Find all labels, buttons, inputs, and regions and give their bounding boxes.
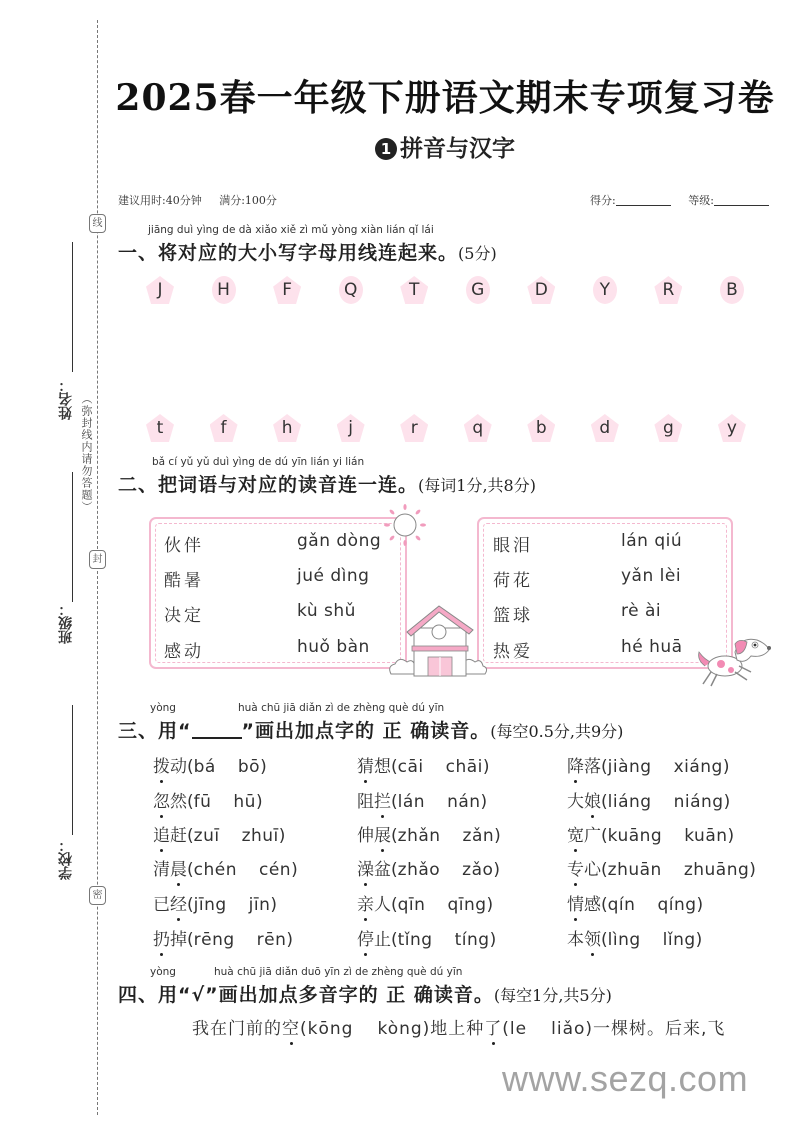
- word[interactable]: 荷花: [493, 571, 533, 591]
- seal-mark-xian: 线: [89, 214, 106, 233]
- q4-sentence: 我在门前的空(kōng kòng)地上种了(le liǎo)一棵树。后来,飞: [192, 1014, 725, 1039]
- pinyin-option[interactable]: cén: [259, 860, 292, 880]
- dotted-char: 经: [170, 890, 187, 915]
- underline-mark: [192, 723, 242, 739]
- word[interactable]: 眼泪: [493, 536, 533, 556]
- dotted-char: 了: [484, 1014, 502, 1039]
- dotted-char: 情: [567, 890, 584, 915]
- dotted-char: 扔: [153, 925, 170, 950]
- q3-item: 大娘(liáng niáng): [567, 787, 730, 812]
- char: 动: [170, 757, 187, 777]
- dotted-char: 降: [567, 752, 584, 777]
- char: 落: [584, 757, 601, 777]
- grade-label: 等级:: [688, 194, 714, 207]
- dotted-char: 拨: [153, 752, 170, 777]
- pinyin-option[interactable]: jiàng: [607, 757, 652, 777]
- pinyin-option[interactable]: rēn: [256, 930, 287, 950]
- char: 心: [584, 860, 601, 880]
- dotted-char: 停: [357, 925, 374, 950]
- char: 本: [567, 930, 584, 950]
- section-number-badge: 1: [375, 138, 397, 160]
- dotted-char: 追: [153, 821, 170, 846]
- pinyin-option[interactable]: qīn: [397, 895, 426, 915]
- q3-score: (每空0.5分,共9分): [490, 722, 624, 741]
- char: 广: [584, 826, 601, 846]
- score-label: 得分:: [590, 194, 616, 207]
- pinyin-option[interactable]: cāi: [397, 757, 424, 777]
- q3-item: 清晨(chén cén): [153, 855, 298, 880]
- uppercase-letter[interactable]: G: [464, 276, 492, 304]
- q2-left-row: [164, 566, 369, 591]
- pinyin-option[interactable]: zhuāng: [683, 860, 750, 880]
- q2-pinyin: bǎ cí yǔ yǔ duì yìng de dú yīn lián yi lián: [152, 456, 365, 468]
- lowercase-letter[interactable]: b: [527, 414, 555, 442]
- q2-right-row: [493, 531, 682, 556]
- q2-left-row: [164, 601, 356, 626]
- lowercase-letter[interactable]: h: [273, 414, 301, 442]
- lowercase-letter[interactable]: t: [146, 414, 174, 442]
- q4-title-text: 四、用“√”画出加点多音字的 正 确读音。: [118, 984, 494, 1006]
- pinyin-option[interactable]: jué dìng: [297, 566, 370, 586]
- seal-mark-feng: 封: [89, 550, 106, 569]
- q3-item: 阻拦(lán nán): [357, 787, 487, 812]
- q4-pinyin-1: yòng: [150, 966, 176, 978]
- score-grade-fields: [590, 192, 783, 208]
- score-blank[interactable]: [616, 194, 671, 206]
- uppercase-letter[interactable]: R: [654, 276, 682, 304]
- uppercase-letter[interactable]: Y: [591, 276, 619, 304]
- pinyin-option[interactable]: lán qiú: [621, 531, 683, 551]
- name-field-line[interactable]: [72, 242, 73, 372]
- dotted-char: 亲: [357, 890, 374, 915]
- q1-title: [118, 238, 497, 265]
- uppercase-letter[interactable]: F: [273, 276, 301, 304]
- uppercase-letter[interactable]: J: [146, 276, 174, 304]
- q3-item: 追赶(zuī zhuī): [153, 821, 285, 846]
- q2-right-row: [493, 601, 661, 626]
- word[interactable]: 感动: [164, 642, 204, 662]
- pinyin-option[interactable]: zǎn: [462, 826, 495, 846]
- pinyin-option[interactable]: qīng: [447, 895, 487, 915]
- lowercase-letter[interactable]: f: [210, 414, 238, 442]
- pinyin-option[interactable]: nán: [447, 792, 481, 812]
- pinyin-option[interactable]: niáng: [673, 792, 724, 812]
- pinyin-option[interactable]: huǒ bàn: [297, 637, 370, 657]
- q3-item: 伸展(zhǎn zǎn): [357, 821, 501, 846]
- char: 然: [170, 792, 187, 812]
- dotted-char: 宽: [567, 821, 584, 846]
- pinyin-option[interactable]: chén: [193, 860, 237, 880]
- char: 赶: [170, 826, 187, 846]
- q2-title: [118, 470, 536, 497]
- word[interactable]: 决定: [164, 606, 204, 626]
- pinyin-option[interactable]: zǎo: [462, 860, 494, 880]
- pinyin-option[interactable]: qíng: [657, 895, 697, 915]
- dotted-char: 娘: [584, 787, 601, 812]
- char: 伸: [357, 826, 374, 846]
- q3-item: 降落(jiàng xiáng): [567, 752, 730, 777]
- q3-item: 专心(zhuān zhuāng): [567, 855, 756, 880]
- q3-item: 拨动(bá bō): [153, 752, 267, 777]
- exam-meta: [118, 192, 291, 208]
- pinyin-option[interactable]: bō: [237, 757, 261, 777]
- pinyin-option[interactable]: rēng: [193, 930, 235, 950]
- dotted-char: 澡: [357, 855, 374, 880]
- q2-title-text: 二、把词语与对应的读音连一连。: [118, 474, 419, 496]
- dotted-char: 空: [282, 1014, 300, 1039]
- char: 感: [584, 895, 601, 915]
- uppercase-letter[interactable]: H: [210, 276, 238, 304]
- dotted-char: 展: [374, 821, 391, 846]
- class-field-line[interactable]: [72, 472, 73, 602]
- lowercase-letter[interactable]: q: [464, 414, 492, 442]
- pinyin-option[interactable]: tǐng: [397, 930, 433, 950]
- pinyin-option[interactable]: zhuān: [607, 860, 662, 880]
- lowercase-letters-row: [146, 414, 746, 442]
- q3-item: 扔掉(rēng rēn): [153, 925, 293, 950]
- char: 想: [374, 757, 391, 777]
- dotted-char: 忽: [153, 787, 170, 812]
- pinyin-option[interactable]: chāi: [445, 757, 483, 777]
- word[interactable]: 酷暑: [164, 571, 204, 591]
- pinyin-option[interactable]: liáng: [607, 792, 652, 812]
- pinyin-option[interactable]: fū: [193, 792, 212, 812]
- lowercase-letter[interactable]: r: [400, 414, 428, 442]
- pinyin-option[interactable]: hé huā: [621, 637, 683, 657]
- pinyin-option[interactable]: qín: [607, 895, 636, 915]
- word[interactable]: 伙伴: [164, 536, 204, 556]
- word[interactable]: 篮球: [493, 606, 533, 626]
- uppercase-letters-row: [146, 276, 746, 304]
- lowercase-letter[interactable]: y: [718, 414, 746, 442]
- q3-item: 宽广(kuāng kuān): [567, 821, 734, 846]
- pinyin-option[interactable]: xiáng: [673, 757, 723, 777]
- lowercase-letter[interactable]: d: [591, 414, 619, 442]
- q2-left-row: [164, 531, 381, 556]
- q4-pinyin-2: huà chū jiā diǎn duō yīn zì de zhèng què dú yīn: [214, 966, 463, 978]
- pinyin-option[interactable]: yǎn lèi: [621, 566, 682, 586]
- q3-title: 三、用“ ”画出加点字的 正 确读音。(每空0.5分,共9分): [118, 720, 624, 742]
- suggested-time: 建议用时:40分钟: [118, 194, 202, 207]
- lowercase-letter[interactable]: g: [654, 414, 682, 442]
- pinyin-option[interactable]: lán: [397, 792, 426, 812]
- q1-title-text: 一、将对应的大小写字母用线连起来。: [118, 242, 459, 264]
- char: 止: [374, 930, 391, 950]
- pinyin-option[interactable]: zhǎn: [397, 826, 441, 846]
- pinyin-option[interactable]: (le: [502, 1019, 528, 1039]
- sun-icon: [380, 500, 430, 550]
- char: 阻: [357, 792, 374, 812]
- pinyin-option[interactable]: liǎo): [551, 1019, 594, 1039]
- uppercase-letter[interactable]: B: [718, 276, 746, 304]
- q2-left-row: [164, 637, 370, 662]
- school-field-label: 学校：: [58, 838, 74, 880]
- dotted-char: 拦: [374, 787, 391, 812]
- uppercase-letter[interactable]: Q: [337, 276, 365, 304]
- seal-mark-mi: 密: [89, 886, 106, 905]
- pinyin-option[interactable]: bá: [193, 757, 216, 777]
- pinyin-option[interactable]: lǐng: [662, 930, 696, 950]
- pinyin-option[interactable]: kù shǔ: [297, 601, 356, 621]
- dog-icon: [695, 630, 775, 690]
- pinyin-option[interactable]: tíng: [454, 930, 490, 950]
- q3-pinyin-1: yòng: [150, 702, 176, 714]
- q3-item: 本领(lìng lǐng): [567, 925, 702, 950]
- page-subtitle: [100, 130, 790, 163]
- pinyin-option[interactable]: (kōng: [300, 1019, 354, 1039]
- subtitle-text: 拼音与汉字: [400, 136, 515, 162]
- char: 已: [153, 895, 170, 915]
- uppercase-letter[interactable]: T: [400, 276, 428, 304]
- q3-pinyin-2: huà chū jiā diǎn zì de zhèng què dú yīn: [238, 702, 445, 714]
- q2-score: (每词1分,共8分): [418, 476, 536, 495]
- school-field-line[interactable]: [72, 705, 73, 835]
- no-answer-note: （弥封线内请勿答题）: [80, 393, 93, 513]
- char: 盆: [374, 860, 391, 880]
- char: 人: [374, 895, 391, 915]
- pinyin-option[interactable]: jīng: [193, 895, 227, 915]
- char: 大: [567, 792, 584, 812]
- pinyin-option[interactable]: lìng: [607, 930, 641, 950]
- pinyin-option[interactable]: zhuī: [241, 826, 279, 846]
- uppercase-letter[interactable]: D: [527, 276, 555, 304]
- pinyin-option[interactable]: rè ài: [621, 601, 662, 621]
- q4-title: [118, 980, 612, 1007]
- q1-pinyin: jiāng duì yìng de dà xiǎo xiě zì mǔ yòng xiàn lián qǐ lái: [148, 224, 434, 236]
- dotted-char: 猜: [357, 752, 374, 777]
- q3-item: 澡盆(zhǎo zǎo): [357, 855, 500, 880]
- pinyin-option[interactable]: jīn: [248, 895, 271, 915]
- name-field-label: 姓名：: [58, 378, 74, 420]
- q3-item: 猜想(cāi chāi): [357, 752, 490, 777]
- pinyin-option[interactable]: kuāng: [607, 826, 663, 846]
- pinyin-option[interactable]: gǎn dòng: [297, 531, 382, 551]
- pinyin-option[interactable]: zuī: [193, 826, 220, 846]
- dotted-char: 晨: [170, 855, 187, 880]
- pinyin-option[interactable]: hū: [233, 792, 256, 812]
- full-score: 满分:100分: [219, 194, 277, 207]
- pinyin-option[interactable]: zhǎo: [397, 860, 441, 880]
- pinyin-option[interactable]: kuān: [684, 826, 728, 846]
- house-icon: [383, 600, 493, 680]
- q3-item: 情感(qín qíng): [567, 890, 703, 915]
- dotted-char: 领: [584, 925, 601, 950]
- q3-item: 停止(tǐng tíng): [357, 925, 496, 950]
- char: 清: [153, 860, 170, 880]
- char: 掉: [170, 930, 187, 950]
- q3-item: 忽然(fū hū): [153, 787, 263, 812]
- lowercase-letter[interactable]: j: [337, 414, 365, 442]
- pinyin-option[interactable]: kòng): [377, 1019, 431, 1039]
- dotted-char: 专: [567, 855, 584, 880]
- q2-right-row: [493, 637, 683, 662]
- q1-score: (5分): [458, 244, 497, 263]
- grade-blank[interactable]: [714, 194, 769, 206]
- watermark: www.sezq.com: [502, 1058, 749, 1099]
- word[interactable]: 热爱: [493, 642, 533, 662]
- q3-item: 已经(jīng jīn): [153, 890, 277, 915]
- class-field-label: 班级：: [58, 602, 74, 644]
- q4-score: (每空1分,共5分): [493, 986, 612, 1005]
- q2-right-row: [493, 566, 681, 591]
- q3-item: 亲人(qīn qīng): [357, 890, 493, 915]
- page-title: 2025春一年级下册语文期末专项复习卷: [115, 77, 775, 119]
